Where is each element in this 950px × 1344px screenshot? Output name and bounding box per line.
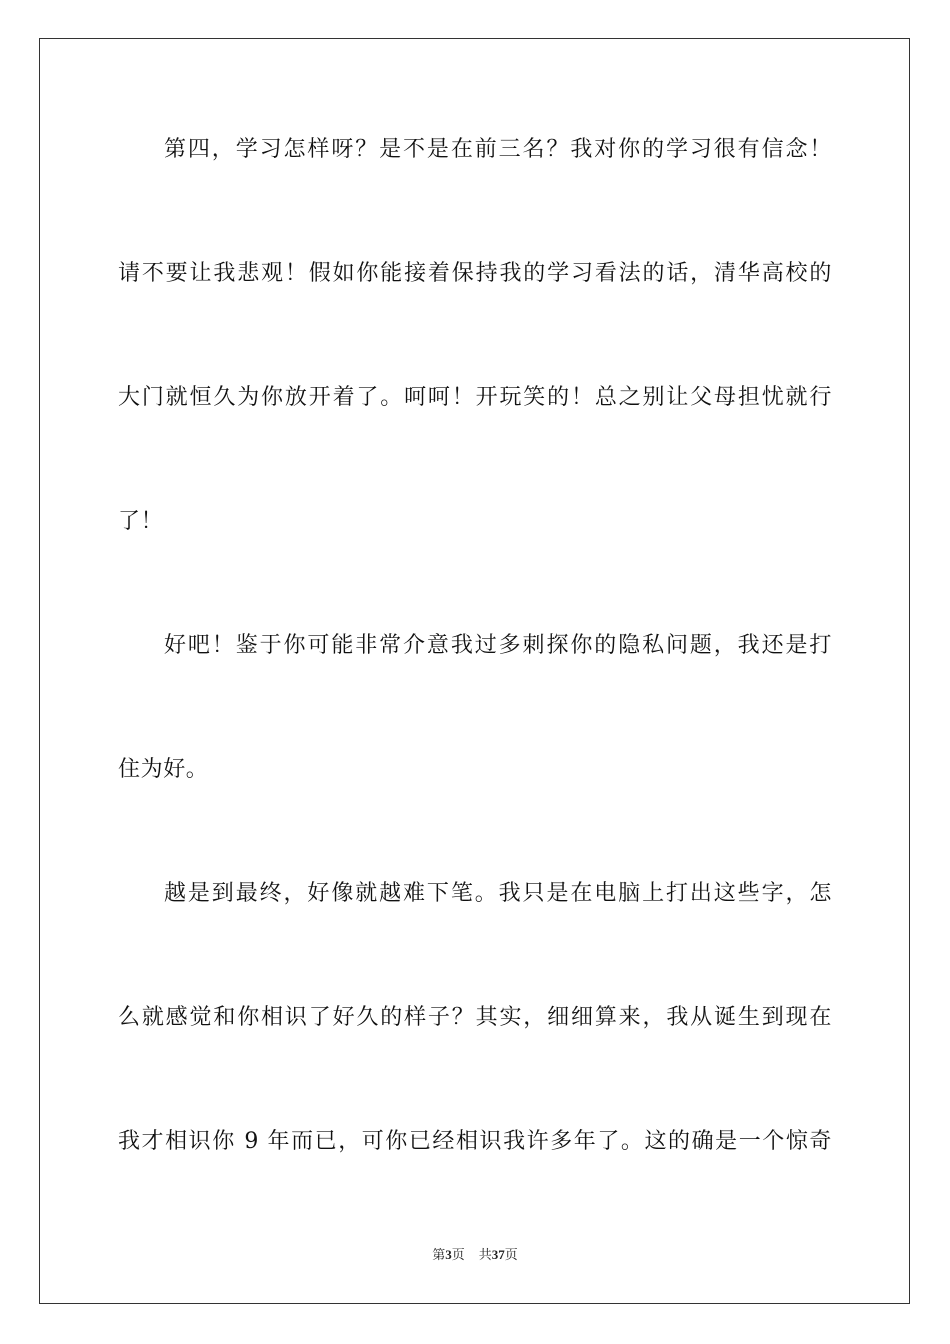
footer-total-suffix: 页 — [504, 1248, 518, 1263]
footer-total-prefix: 共 — [478, 1248, 492, 1263]
paragraph-line-9: 我才相识你 9 年而已，可你已经相识我许多年了。这的确是一个惊奇 — [118, 1129, 832, 1154]
paragraph-line-3: 大门就恒久为你放开着了。呵呵！开玩笑的！总之别让父母担忧就行 — [118, 385, 832, 410]
paragraph-line-6: 住为好。 — [118, 757, 209, 782]
paragraph-line-8: 么就感觉和你相识了好久的样子？其实，细细算来，我从诞生到现在 — [118, 1005, 832, 1030]
paragraph-line-7: 越是到最终，好像就越难下笔。我只是在电脑上打出这些字，怎 — [164, 881, 832, 906]
footer-total-pages: 37 — [491, 1247, 505, 1262]
footer-page-number: 3 — [445, 1247, 452, 1262]
paragraph-line-2: 请不要让我悲观！假如你能接着保持我的学习看法的话，清华高校的 — [118, 261, 832, 286]
page-border — [39, 38, 910, 1304]
paragraph-line-4: 了！ — [118, 509, 164, 534]
footer-page-suffix: 页 — [451, 1248, 465, 1263]
page-footer — [0, 1246, 950, 1265]
paragraph-line-5: 好吧！鉴于你可能非常介意我过多刺探你的隐私问题，我还是打 — [164, 633, 832, 658]
paragraph-line-1: 第四，学习怎样呀？是不是在前三名？我对你的学习很有信念！ — [164, 137, 832, 162]
footer-page-prefix: 第 — [432, 1248, 446, 1263]
